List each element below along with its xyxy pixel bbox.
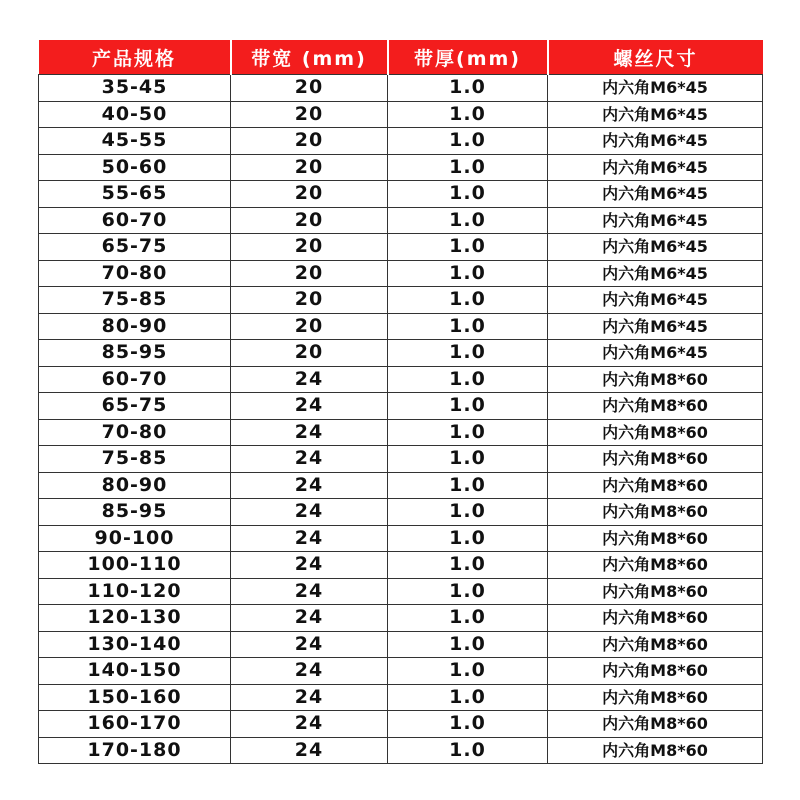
- width-cell: 24: [231, 525, 388, 552]
- thickness-cell: 1.0: [388, 631, 548, 658]
- spec-cell: 120-130: [39, 605, 231, 632]
- thickness-cell: 1.0: [388, 287, 548, 314]
- width-cell: 20: [231, 340, 388, 367]
- table-row: [39, 101, 763, 128]
- screw-cell: 内六角M6*45: [548, 181, 763, 208]
- screw-cell: 内六角M6*45: [548, 234, 763, 261]
- spec-cell: 65-75: [39, 234, 231, 261]
- thickness-cell: 1.0: [388, 737, 548, 764]
- width-cell: 24: [231, 419, 388, 446]
- thickness-cell: 1.0: [388, 101, 548, 128]
- table-row: [39, 711, 763, 738]
- spec-cell: 80-90: [39, 472, 231, 499]
- screw-cell: 内六角M8*60: [548, 525, 763, 552]
- screw-cell: 内六角M6*45: [548, 340, 763, 367]
- thickness-cell: 1.0: [388, 234, 548, 261]
- screw-cell: 内六角M8*60: [548, 631, 763, 658]
- thickness-cell: 1.0: [388, 499, 548, 526]
- thickness-cell: 1.0: [388, 393, 548, 420]
- spec-cell: 90-100: [39, 525, 231, 552]
- screw-cell: 内六角M6*45: [548, 287, 763, 314]
- table-row: [39, 658, 763, 685]
- table-row: [39, 552, 763, 579]
- width-cell: 24: [231, 684, 388, 711]
- thickness-cell: 1.0: [388, 552, 548, 579]
- table-body: [39, 75, 763, 764]
- screw-cell: 内六角M8*60: [548, 578, 763, 605]
- width-cell: 24: [231, 578, 388, 605]
- screw-cell: 内六角M6*45: [548, 154, 763, 181]
- table-row: [39, 207, 763, 234]
- thickness-cell: 1.0: [388, 128, 548, 155]
- header-product-spec: 产品规格: [39, 40, 231, 75]
- screw-cell: 内六角M8*60: [548, 366, 763, 393]
- width-cell: 20: [231, 234, 388, 261]
- table-row: [39, 631, 763, 658]
- table-row: [39, 525, 763, 552]
- table-row: [39, 260, 763, 287]
- spec-cell: 160-170: [39, 711, 231, 738]
- thickness-cell: 1.0: [388, 207, 548, 234]
- spec-cell: 70-80: [39, 419, 231, 446]
- screw-cell: 内六角M6*45: [548, 207, 763, 234]
- screw-cell: 内六角M8*60: [548, 446, 763, 473]
- width-cell: 20: [231, 181, 388, 208]
- spec-cell: 45-55: [39, 128, 231, 155]
- thickness-cell: 1.0: [388, 658, 548, 685]
- screw-cell: 内六角M8*60: [548, 737, 763, 764]
- width-cell: 24: [231, 366, 388, 393]
- table-row: [39, 684, 763, 711]
- thickness-cell: 1.0: [388, 711, 548, 738]
- spec-cell: 170-180: [39, 737, 231, 764]
- thickness-cell: 1.0: [388, 75, 548, 102]
- thickness-cell: 1.0: [388, 419, 548, 446]
- table-row: [39, 499, 763, 526]
- spec-cell: 60-70: [39, 207, 231, 234]
- screw-cell: 内六角M8*60: [548, 552, 763, 579]
- table-row: [39, 737, 763, 764]
- width-cell: 24: [231, 737, 388, 764]
- spec-cell: 60-70: [39, 366, 231, 393]
- thickness-cell: 1.0: [388, 181, 548, 208]
- screw-cell: 内六角M6*45: [548, 128, 763, 155]
- spec-cell: 85-95: [39, 499, 231, 526]
- table-row: [39, 366, 763, 393]
- spec-cell: 50-60: [39, 154, 231, 181]
- spec-cell: 80-90: [39, 313, 231, 340]
- spec-cell: 75-85: [39, 287, 231, 314]
- width-cell: 20: [231, 128, 388, 155]
- screw-cell: 内六角M6*45: [548, 101, 763, 128]
- thickness-cell: 1.0: [388, 684, 548, 711]
- thickness-cell: 1.0: [388, 366, 548, 393]
- spec-cell: 110-120: [39, 578, 231, 605]
- table-row: [39, 419, 763, 446]
- thickness-cell: 1.0: [388, 154, 548, 181]
- width-cell: 24: [231, 631, 388, 658]
- table-row: [39, 154, 763, 181]
- spec-cell: 85-95: [39, 340, 231, 367]
- table-header-row: [39, 40, 763, 75]
- screw-cell: 内六角M6*45: [548, 313, 763, 340]
- width-cell: 24: [231, 472, 388, 499]
- screw-cell: 内六角M8*60: [548, 605, 763, 632]
- table-row: [39, 340, 763, 367]
- thickness-cell: 1.0: [388, 578, 548, 605]
- table-row: [39, 446, 763, 473]
- thickness-cell: 1.0: [388, 260, 548, 287]
- spec-cell: 40-50: [39, 101, 231, 128]
- table-row: [39, 313, 763, 340]
- screw-cell: 内六角M8*60: [548, 499, 763, 526]
- screw-cell: 内六角M8*60: [548, 472, 763, 499]
- thickness-cell: 1.0: [388, 605, 548, 632]
- header-band-width: 带宽 (mm): [231, 40, 388, 75]
- screw-cell: 内六角M6*45: [548, 260, 763, 287]
- spec-cell: 55-65: [39, 181, 231, 208]
- width-cell: 20: [231, 75, 388, 102]
- table-row: [39, 287, 763, 314]
- width-cell: 24: [231, 658, 388, 685]
- spec-cell: 35-45: [39, 75, 231, 102]
- screw-cell: 内六角M8*60: [548, 419, 763, 446]
- width-cell: 20: [231, 154, 388, 181]
- screw-cell: 内六角M8*60: [548, 393, 763, 420]
- width-cell: 24: [231, 499, 388, 526]
- thickness-cell: 1.0: [388, 472, 548, 499]
- table-row: [39, 181, 763, 208]
- width-cell: 20: [231, 287, 388, 314]
- table-row: [39, 75, 763, 102]
- table-row: [39, 578, 763, 605]
- width-cell: 24: [231, 552, 388, 579]
- table-row: [39, 605, 763, 632]
- spec-cell: 65-75: [39, 393, 231, 420]
- screw-cell: 内六角M8*60: [548, 711, 763, 738]
- thickness-cell: 1.0: [388, 313, 548, 340]
- spec-cell: 150-160: [39, 684, 231, 711]
- screw-cell: 内六角M6*45: [548, 75, 763, 102]
- width-cell: 20: [231, 207, 388, 234]
- spec-cell: 70-80: [39, 260, 231, 287]
- spec-table: [38, 40, 763, 764]
- width-cell: 24: [231, 446, 388, 473]
- header-band-thickness: 带厚(mm): [388, 40, 548, 75]
- width-cell: 20: [231, 101, 388, 128]
- spec-cell: 75-85: [39, 446, 231, 473]
- table-row: [39, 234, 763, 261]
- width-cell: 24: [231, 393, 388, 420]
- table-row: [39, 393, 763, 420]
- header-screw-size: 螺丝尺寸: [548, 40, 763, 75]
- thickness-cell: 1.0: [388, 340, 548, 367]
- spec-cell: 140-150: [39, 658, 231, 685]
- screw-cell: 内六角M8*60: [548, 658, 763, 685]
- width-cell: 20: [231, 313, 388, 340]
- width-cell: 20: [231, 260, 388, 287]
- thickness-cell: 1.0: [388, 525, 548, 552]
- spec-cell: 130-140: [39, 631, 231, 658]
- width-cell: 24: [231, 605, 388, 632]
- screw-cell: 内六角M8*60: [548, 684, 763, 711]
- width-cell: 24: [231, 711, 388, 738]
- thickness-cell: 1.0: [388, 446, 548, 473]
- table-row: [39, 128, 763, 155]
- spec-cell: 100-110: [39, 552, 231, 579]
- table-row: [39, 472, 763, 499]
